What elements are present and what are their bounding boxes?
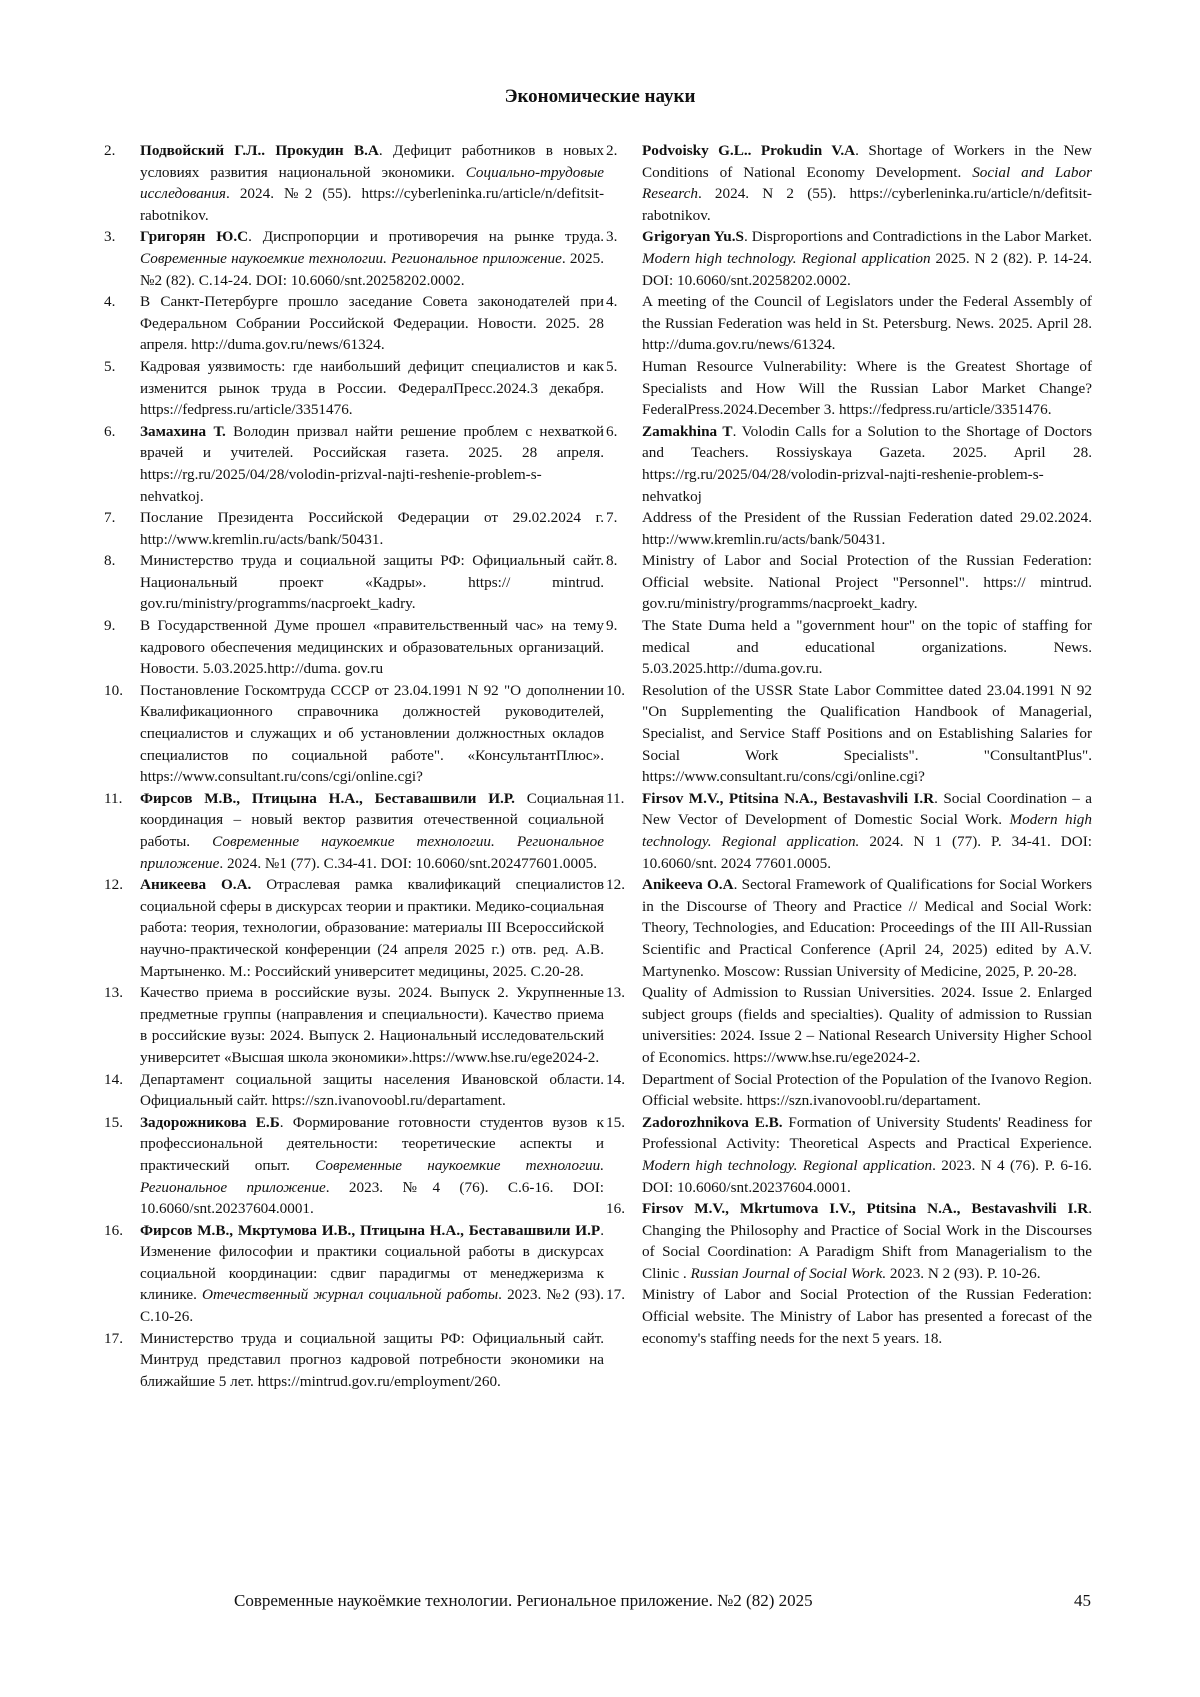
- reference-text: [140, 356, 604, 421]
- reference-body: Кадровая уязвимость: где наибольший дефицит специалистов и как изменится рынок труда в России. ФедералПресс.2024.3 декабря. https://fedpress.ru/article/3351476.: [140, 357, 604, 419]
- reference-text: [140, 1328, 604, 1393]
- reference-item: [104, 982, 604, 1068]
- reference-item: [606, 1284, 1092, 1349]
- reference-body: . Дефицит работников в новых условиях развития национальной экономики.: [140, 142, 604, 181]
- reference-details: . 2024. №1 (77). С.34-41. DOI: 10.6060/snt.202477601.0005.: [219, 854, 598, 872]
- reference-item: [606, 680, 1092, 788]
- reference-text: [642, 550, 1092, 615]
- reference-text: [642, 421, 1092, 507]
- reference-number: 5.: [606, 357, 618, 375]
- reference-text: [140, 788, 604, 874]
- reference-body: A meeting of the Council of Legislators under the Federal Assembly of the Russian Federation was held in St. Petersburg. News. 2025. April 28. http://duma.gov.ru/news/61324.: [642, 293, 1092, 354]
- reference-body: . Формирование готовности студентов вузов к профессиональной деятельности: теоретические аспекты и практический опыт.: [140, 1113, 604, 1174]
- reference-text: [140, 550, 604, 615]
- reference-number: 3.: [104, 228, 116, 246]
- reference-number: 5.: [104, 357, 116, 375]
- page-number: 45: [1074, 1591, 1091, 1610]
- reference-authors: Anikeeva O.A: [642, 876, 734, 894]
- reference-authors: Задорожникова Е.Б: [140, 1113, 280, 1131]
- reference-text: [642, 982, 1092, 1068]
- reference-body: . Changing the Philosophy and Practice of Social Work in the Discourses of Social Coordination: A Paradigm Shift from Managerialism to the Clinic .: [642, 1200, 1092, 1282]
- reference-body: Ministry of Labor and Social Protection of the Russian Federation: Official website. National Project "Personnel". https:// mintrud. gov.ru/ministry/programms/nacproekt_kadry.: [642, 552, 1092, 613]
- reference-body: Address of the President of the Russian Federation dated 29.02.2024. http://www.kremlin.ru/acts/bank/50431.: [642, 509, 1092, 548]
- reference-journal: Modern high technology. Regional application: [642, 1156, 933, 1174]
- reference-text: [642, 1284, 1092, 1349]
- references-russian: [104, 140, 604, 1392]
- reference-number: 13.: [606, 984, 625, 1002]
- reference-authors: Grigoryan Yu.S: [642, 228, 744, 246]
- reference-text: [642, 140, 1092, 226]
- reference-item: [104, 140, 604, 226]
- reference-body: Quality of Admission to Russian Universities. 2024. Issue 2. Enlarged subject groups (fields and specialties). Quality of admission to Russian universities: 2024. Issue 2 – National Research University Higher School of Economics. https://www.hse.ru/ege2024-2.: [642, 984, 1092, 1066]
- reference-item: [104, 1112, 604, 1220]
- reference-body: В Санкт-Петербурге прошло заседание Совета законодателей при Федеральном Собрании Российской Федерации. Новости. 2025. 28 апреля. http://duma.gov.ru/news/61324.: [140, 293, 604, 354]
- reference-number: 2.: [104, 142, 116, 159]
- reference-number: 9.: [104, 617, 116, 635]
- reference-item: [104, 874, 604, 982]
- reference-body: Отраслевая рамка квалификаций специалистов социальной сферы в дискурсах теории и практики. Медико-социальная работа: теория, технологии, образование: материалы III Всероссийской научно-практической конференции (24 апреля 2025 г.) отв. ред. А.В. Мартыненко. М.: Российский университет медицины, 2025. С.20-28.: [140, 876, 604, 980]
- reference-text: [642, 1069, 1092, 1112]
- reference-text: [642, 226, 1092, 291]
- reference-text: [642, 1112, 1092, 1198]
- reference-text: [642, 874, 1092, 982]
- reference-item: [104, 1328, 604, 1393]
- reference-body: . Диспропорции и противоречия на рынке труда.: [248, 228, 604, 246]
- reference-number: 15.: [104, 1113, 123, 1131]
- reference-number: 4.: [104, 293, 116, 311]
- reference-journal: Современные наукоемкие технологии. Региональное приложение: [140, 249, 562, 267]
- reference-authors: Zamakhina T: [642, 422, 733, 440]
- reference-body: Formation of University Students' Readiness for Professional Activity: Theoretical Aspects and Practical Experience.: [642, 1113, 1092, 1153]
- reference-number: 3.: [606, 228, 618, 246]
- section-header: Экономические науки: [504, 86, 696, 107]
- reference-item: [104, 788, 604, 874]
- reference-text: [140, 680, 604, 788]
- reference-body: . Sectoral Framework of Qualifications for Social Workers in the Discourse of Theory and Practice // Medical and Social Work: Theory, Technologies, and Education: Proceedings of the III All-Russian Scientific and Practical Conference (April 24, 2025) edited by A.V. Martynenko. Moscow: Russian University of Medicine, 2025, P. 20-28.: [642, 876, 1092, 980]
- reference-number: 11.: [606, 789, 625, 807]
- reference-authors: Григорян Ю.С: [140, 228, 249, 246]
- reference-item: [606, 140, 1092, 226]
- reference-text: [140, 291, 604, 356]
- reference-details: . 2024. N 2 (55). https://cyberleninka.ru/article/n/defitsit-rabotnikov.: [642, 185, 1092, 224]
- reference-number: 6.: [606, 422, 618, 440]
- reference-journal: Russian Journal of Social Work.: [690, 1264, 887, 1282]
- reference-details: . 2025. №2 (82). С.14-24. DOI: 10.6060/snt.20258202.0002.: [140, 249, 605, 289]
- reference-text: [140, 874, 604, 982]
- reference-body: Resolution of the USSR State Labor Committee dated 23.04.1991 N 92 "On Supplementing the Qualification Handbook of Managerial, Specialist, and Service Staff Positions and on Establishing Salaries for Social Work Specialists". "ConsultantPlus". https://www.consultant.ru/cons/cgi/online.cgi?: [642, 681, 1092, 786]
- reference-text: [140, 1220, 604, 1328]
- reference-number: 7.: [104, 509, 116, 527]
- reference-number: 11.: [104, 789, 123, 807]
- reference-item: [104, 615, 604, 680]
- reference-number: 16.: [104, 1221, 123, 1239]
- reference-text: [140, 507, 604, 550]
- reference-body: . Social Coordination – a New Vector of Development of Domestic Social Work.: [642, 789, 1092, 829]
- reference-authors: Podvoisky G.L.. Prokudin V.A: [642, 142, 856, 159]
- reference-number: 14.: [606, 1070, 625, 1088]
- reference-details: . 2023. №2 (93). С.10-26.: [140, 1286, 605, 1326]
- reference-number: 4.: [606, 293, 618, 311]
- reference-number: 12.: [606, 876, 625, 894]
- reference-item: [104, 507, 604, 550]
- reference-body: . Volodin Calls for a Solution to the Shortage of Doctors and Teachers. Rossiyskaya Gazeta. 2025. April 28. https://rg.ru/2025/04/28/volodin-prizval-najti-reshenie-problem-s-nehvatkoj: [642, 422, 1092, 505]
- reference-text: [642, 1198, 1092, 1284]
- reference-body: Послание Президента Российской Федерации от 29.02.2024 г. http://www.kremlin.ru/acts/bank/50431.: [140, 509, 604, 548]
- reference-body: . Shortage of Workers in the New Conditions of National Economy Development.: [642, 142, 1092, 181]
- reference-number: 10.: [606, 681, 625, 699]
- reference-body: Департамент социальной защиты населения Ивановской области. Официальный сайт. https://szn.ivanovoobl.ru/departament.: [140, 1070, 604, 1110]
- reference-item: [606, 982, 1092, 1068]
- reference-text: [642, 507, 1092, 550]
- reference-item: [606, 788, 1092, 874]
- reference-number: 6.: [104, 422, 116, 440]
- reference-item: [606, 421, 1092, 507]
- reference-number: 10.: [104, 681, 123, 699]
- reference-authors: Аникеева О.А.: [140, 876, 252, 894]
- reference-body: Володин призвал найти решение проблем с нехваткой врачей и учителей. Российская газета. 2025. 28 апреля. https://rg.ru/2025/04/28/volodin-prizval-najti-reshenie-problem-s-nehvatkoj.: [140, 422, 604, 505]
- reference-number: 8.: [104, 552, 116, 570]
- reference-text: [642, 788, 1092, 874]
- journal-footer: Современные наукоёмкие технологии. Региональное приложение. №2 (82) 2025: [234, 1591, 813, 1610]
- reference-journal: Modern high technology. Regional application: [642, 249, 931, 267]
- reference-item: [606, 1112, 1092, 1198]
- reference-item: [606, 1069, 1092, 1112]
- reference-authors: Firsov M.V., Mkrtumova I.V., Ptitsina N.A., Bestavashvili I.R: [642, 1200, 1089, 1218]
- reference-body: Социальная координация – новый вектор развития отечественной социальной работы.: [140, 789, 604, 850]
- reference-body: Постановление Госкомтруда СССР от 23.04.1991 N 92 "О дополнении Квалификационного справочника должностей руководителей, специалистов и служащих и об установлении должностных окладов специалистов по социальной работе". «КонсультантПлюс». https://www.consultant.ru/cons/cgi/online.cgi?: [140, 681, 604, 786]
- reference-item: [606, 226, 1092, 291]
- reference-authors: Фирсов М.В., Мкртумова И.В., Птицына Н.А., Беставашвили И.Р: [140, 1221, 601, 1239]
- reference-details: 2025. N 2 (82). P. 14-24. DOI: 10.6060/snt.20258202.0002.: [642, 249, 1092, 289]
- reference-journal: Современные наукоемкие технологии. Региональное приложение: [140, 833, 604, 872]
- reference-number: 7.: [606, 509, 618, 527]
- reference-body: Министерство труда и социальной защиты РФ: Официальный сайт. Национальный проект «Кадры». https:// mintrud. gov.ru/ministry/programms/nacproekt_kadry.: [140, 552, 604, 613]
- reference-number: 15.: [606, 1113, 625, 1131]
- reference-text: [140, 140, 604, 226]
- reference-journal: Modern high technology. Regional application.: [642, 811, 1092, 850]
- reference-item: [104, 1069, 604, 1112]
- reference-number: 12.: [104, 876, 123, 894]
- reference-item: [104, 680, 604, 788]
- reference-body: Human Resource Vulnerability: Where is the Greatest Shortage of Specialists and How Will the Russian Labor Market Change? FederalPress.2024.December 3. https://fedpress.ru/article/3351476.: [642, 357, 1092, 419]
- reference-journal: Social and Labor Research: [642, 163, 1092, 203]
- reference-details: 2024. N 1 (77). P. 34-41. DOI: 10.6060/snt. 2024 77601.0005.: [642, 833, 1092, 872]
- reference-text: [140, 421, 604, 507]
- reference-details: . 2023. №4 (76). С.6-16. DOI: 10.6060/snt.20237604.0001.: [140, 1178, 604, 1218]
- reference-text: [140, 1069, 604, 1112]
- reference-item: [606, 291, 1092, 356]
- reference-authors: Фирсов М.В., Птицына Н.А., Беставашвили И.Р.: [140, 789, 515, 807]
- references-english: [606, 140, 1092, 1349]
- reference-journal: Современные наукоемкие технологии. Региональное приложение: [140, 1156, 604, 1196]
- reference-number: 9.: [606, 617, 618, 635]
- reference-authors: Замахина Т.: [140, 422, 226, 440]
- reference-item: [104, 226, 604, 291]
- reference-text: [140, 1112, 604, 1220]
- reference-number: 2.: [606, 142, 618, 159]
- reference-authors: Подвойский Г.Л.. Прокудин В.А: [140, 142, 379, 159]
- reference-text: [140, 226, 604, 291]
- reference-number: 17.: [104, 1329, 123, 1347]
- reference-body: Department of Social Protection of the Population of the Ivanovo Region. Official website. https://szn.ivanovoobl.ru/departament.: [642, 1070, 1092, 1110]
- reference-item: [104, 1220, 604, 1328]
- reference-item: [104, 421, 604, 507]
- reference-text: [642, 291, 1092, 356]
- reference-number: 16.: [606, 1200, 625, 1218]
- reference-body: В Государственной Думе прошел «правительственный час» на тему кадрового обеспечения медицинских и образовательных организаций. Новости. 5.03.2025.http://duma. gov.ru: [140, 617, 604, 678]
- reference-number: 17.: [606, 1286, 625, 1304]
- reference-details: . 2024. №2 (55). https://cyberleninka.ru/article/n/defitsit-rabotnikov.: [140, 185, 604, 224]
- reference-number: 14.: [104, 1070, 123, 1088]
- reference-body: Качество приема в российские вузы. 2024. Выпуск 2. Укрупненные предметные группы (направления и специальности). Качество приема в российские вузы: 2024. Выпуск 2. Национальный исследовательский университет «Высшая школа экономики».https://www.hse.ru/ege2024-2.: [140, 984, 604, 1066]
- reference-item: [104, 356, 604, 421]
- reference-details: . 2023. N 4 (76). P. 6-16. DOI: 10.6060/snt.20237604.0001.: [642, 1156, 1092, 1196]
- reference-journal: Социально-трудовые исследования: [140, 163, 604, 203]
- reference-body: . Изменение философии и практики социальной работы в дискурсах социальной координации: сдвиг парадигмы от менеджеризма к клинике.: [140, 1221, 604, 1304]
- reference-text: [140, 615, 604, 680]
- reference-authors: Firsov M.V., Ptitsina N.A., Bestavashvili I.R: [642, 789, 935, 807]
- reference-text: [140, 982, 604, 1068]
- reference-item: [606, 1198, 1092, 1284]
- reference-text: [642, 680, 1092, 788]
- reference-item: [606, 615, 1092, 680]
- reference-body: The State Duma held a "government hour" on the topic of staffing for medical and educational organizations. News. 5.03.2025.http://duma.gov.ru.: [642, 617, 1092, 678]
- reference-journal: Отечественный журнал социальной работы: [202, 1286, 499, 1304]
- reference-number: 8.: [606, 552, 618, 570]
- reference-item: [606, 874, 1092, 982]
- reference-item: [104, 291, 604, 356]
- reference-item: [606, 507, 1092, 550]
- reference-number: 13.: [104, 984, 123, 1002]
- reference-item: [606, 550, 1092, 615]
- reference-text: [642, 615, 1092, 680]
- reference-authors: Zadorozhnikova E.B.: [642, 1113, 783, 1131]
- reference-body: Министерство труда и социальной защиты РФ: Официальный сайт. Минтруд представил прогноз кадровой потребности экономики на ближайшие 5 лет. https://mintrud.gov.ru/employment/260.: [140, 1329, 604, 1390]
- reference-body: . Disproportions and Contradictions in the Labor Market.: [743, 228, 1092, 246]
- reference-item: [606, 356, 1092, 421]
- reference-item: [104, 550, 604, 615]
- reference-details: 2023. N 2 (93). P. 10-26.: [886, 1264, 1041, 1282]
- reference-text: [642, 356, 1092, 421]
- reference-body: Ministry of Labor and Social Protection of the Russian Federation: Official website. The Ministry of Labor has presented a forecast of the economy's staffing needs for the next 5 years. 18.: [642, 1286, 1092, 1347]
